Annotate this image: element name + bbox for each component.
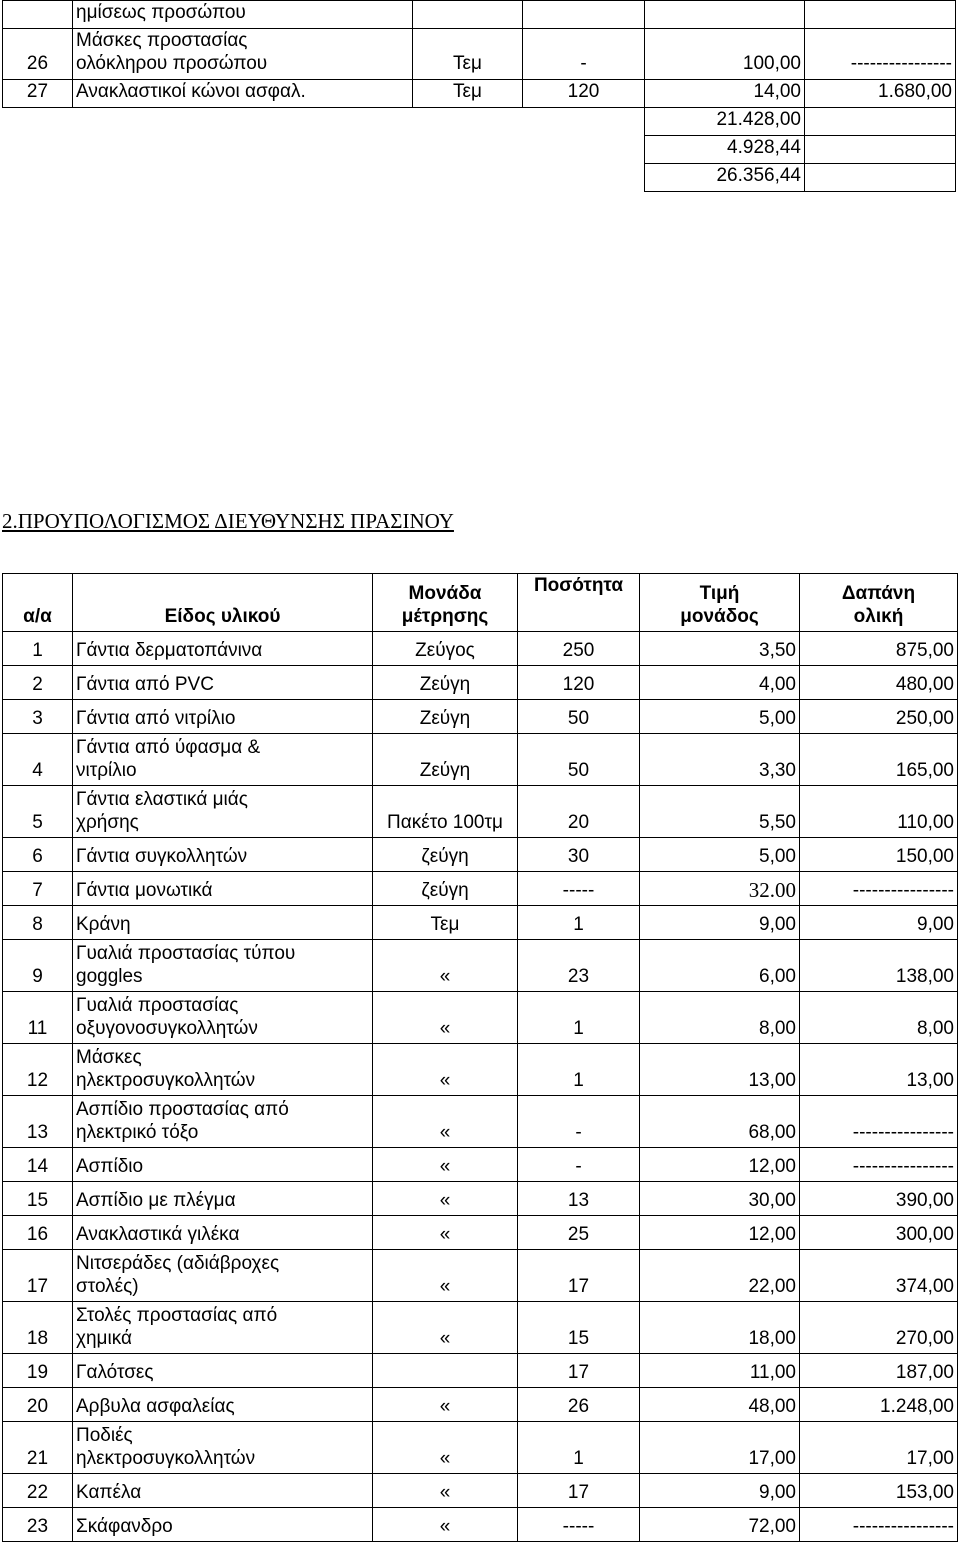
table-row bbox=[3, 1388, 958, 1422]
item-name: Νιτσεράδες (αδιάβροχες στολές) bbox=[73, 1250, 373, 1302]
quantity bbox=[523, 1, 645, 29]
unit-price: 11,00 bbox=[640, 1354, 800, 1388]
unit-price: 18,00 bbox=[640, 1302, 800, 1354]
quantity: 1 bbox=[518, 906, 640, 940]
unit-price: 5,50 bbox=[640, 786, 800, 838]
unit-price bbox=[645, 1, 805, 29]
item-name: ημίσεως προσώπου bbox=[73, 1, 413, 29]
quantity: 17 bbox=[518, 1250, 640, 1302]
total-cost: 875,00 bbox=[800, 632, 958, 666]
previous-budget-body bbox=[3, 1, 956, 192]
table-row bbox=[3, 906, 958, 940]
blank-cell bbox=[3, 108, 645, 136]
table-row bbox=[3, 940, 958, 992]
total-cost: ---------------- bbox=[800, 1096, 958, 1148]
table-row bbox=[3, 1, 956, 29]
unit: ζεύγη bbox=[373, 838, 518, 872]
table-row bbox=[3, 29, 956, 80]
unit-price: 5,00 bbox=[640, 838, 800, 872]
row-number: 20 bbox=[3, 1388, 73, 1422]
table-row bbox=[3, 786, 958, 838]
item-name: Γαλότσες bbox=[73, 1354, 373, 1388]
unit: « bbox=[373, 940, 518, 992]
unit-price: 8,00 bbox=[640, 992, 800, 1044]
row-number bbox=[3, 1, 73, 29]
total-cost: 250,00 bbox=[800, 700, 958, 734]
unit bbox=[413, 1, 523, 29]
total-cost: 1.680,00 bbox=[805, 80, 956, 108]
total-cost: 150,00 bbox=[800, 838, 958, 872]
total-cost: 300,00 bbox=[800, 1216, 958, 1250]
quantity: - bbox=[523, 29, 645, 80]
row-number: 16 bbox=[3, 1216, 73, 1250]
header-unit: Μονάδα μέτρησης bbox=[373, 574, 518, 632]
header-total: Δαπάνη ολική bbox=[800, 574, 958, 632]
summary-amount: 26.356,44 bbox=[645, 164, 805, 192]
item-name: Γυαλιά προστασίας οξυγονοσυγκολλητών bbox=[73, 992, 373, 1044]
quantity: 250 bbox=[518, 632, 640, 666]
row-number: 5 bbox=[3, 786, 73, 838]
row-number: 26 bbox=[3, 29, 73, 80]
row-number: 22 bbox=[3, 1474, 73, 1508]
item-name: Ασπίδιο bbox=[73, 1148, 373, 1182]
unit-price: 12,00 bbox=[640, 1148, 800, 1182]
total-row bbox=[3, 136, 956, 164]
previous-budget-table bbox=[2, 0, 956, 192]
total-row bbox=[3, 108, 956, 136]
quantity: 13 bbox=[518, 1182, 640, 1216]
item-name: Γάντια μονωτικά bbox=[73, 872, 373, 906]
row-number: 12 bbox=[3, 1044, 73, 1096]
row-number: 19 bbox=[3, 1354, 73, 1388]
table-row bbox=[3, 1422, 958, 1474]
total-cost: 165,00 bbox=[800, 734, 958, 786]
unit: Τεμ bbox=[413, 80, 523, 108]
total-row bbox=[3, 164, 956, 192]
row-number: 9 bbox=[3, 940, 73, 992]
table-row bbox=[3, 872, 958, 906]
total-cost: 9,00 bbox=[800, 906, 958, 940]
row-number: 15 bbox=[3, 1182, 73, 1216]
item-name: Ασπίδιο με πλέγμα bbox=[73, 1182, 373, 1216]
table-row bbox=[3, 632, 958, 666]
quantity: 1 bbox=[518, 992, 640, 1044]
total-cost: 1.248,00 bbox=[800, 1388, 958, 1422]
row-number: 2 bbox=[3, 666, 73, 700]
row-number: 21 bbox=[3, 1422, 73, 1474]
unit-price: 3,30 bbox=[640, 734, 800, 786]
quantity: 50 bbox=[518, 734, 640, 786]
unit: « bbox=[373, 1250, 518, 1302]
table-header-row bbox=[3, 574, 958, 632]
unit: « bbox=[373, 1508, 518, 1542]
total-cost: 187,00 bbox=[800, 1354, 958, 1388]
total-cost bbox=[805, 1, 956, 29]
unit-price: 32.00 bbox=[640, 872, 800, 906]
item-name: Γάντια δερματοπάνινα bbox=[73, 632, 373, 666]
item-name: Στολές προστασίας από χημικά bbox=[73, 1302, 373, 1354]
unit bbox=[373, 1354, 518, 1388]
item-name: Σκάφανδρο bbox=[73, 1508, 373, 1542]
row-number: 3 bbox=[3, 700, 73, 734]
blank-cell bbox=[805, 136, 956, 164]
table-row bbox=[3, 1216, 958, 1250]
summary-amount: 4.928,44 bbox=[645, 136, 805, 164]
unit-price: 4,00 bbox=[640, 666, 800, 700]
table-row bbox=[3, 666, 958, 700]
total-cost: 17,00 bbox=[800, 1422, 958, 1474]
item-name: Κράνη bbox=[73, 906, 373, 940]
total-cost: 390,00 bbox=[800, 1182, 958, 1216]
budget-table-body bbox=[3, 632, 958, 1542]
row-number: 7 bbox=[3, 872, 73, 906]
total-cost: ---------------- bbox=[805, 29, 956, 80]
unit-price: 30,00 bbox=[640, 1182, 800, 1216]
row-number: 23 bbox=[3, 1508, 73, 1542]
unit: Ζεύγη bbox=[373, 666, 518, 700]
unit: Ζεύγη bbox=[373, 734, 518, 786]
total-cost: ---------------- bbox=[800, 1508, 958, 1542]
quantity: 25 bbox=[518, 1216, 640, 1250]
unit: Τεμ bbox=[413, 29, 523, 80]
row-number: 11 bbox=[3, 992, 73, 1044]
quantity: ----- bbox=[518, 1508, 640, 1542]
unit: « bbox=[373, 1216, 518, 1250]
unit: « bbox=[373, 1096, 518, 1148]
total-cost: 374,00 bbox=[800, 1250, 958, 1302]
item-name: Γυαλιά προστασίας τύπου goggles bbox=[73, 940, 373, 992]
unit-price: 72,00 bbox=[640, 1508, 800, 1542]
unit-price: 14,00 bbox=[645, 80, 805, 108]
table-row bbox=[3, 80, 956, 108]
total-cost: 270,00 bbox=[800, 1302, 958, 1354]
quantity: 26 bbox=[518, 1388, 640, 1422]
table-row bbox=[3, 1044, 958, 1096]
unit-price: 17,00 bbox=[640, 1422, 800, 1474]
total-cost: ---------------- bbox=[800, 872, 958, 906]
total-cost: 480,00 bbox=[800, 666, 958, 700]
row-number: 8 bbox=[3, 906, 73, 940]
item-name: Ανακλαστικά γιλέκα bbox=[73, 1216, 373, 1250]
table-row bbox=[3, 1096, 958, 1148]
quantity: 120 bbox=[518, 666, 640, 700]
budget-section-title: 2.ΠΡΟΥΠΟΛΟΓΙΣΜΟΣ ΔΙΕΥΘΥΝΣΗΣ ΠΡΑΣΙΝΟΥ bbox=[2, 509, 454, 533]
row-number: 13 bbox=[3, 1096, 73, 1148]
table-row bbox=[3, 992, 958, 1044]
item-name: Μάσκες προστασίας ολόκληρου προσώπου bbox=[73, 29, 413, 80]
unit-price: 100,00 bbox=[645, 29, 805, 80]
quantity: 1 bbox=[518, 1044, 640, 1096]
blank-cell bbox=[3, 164, 645, 192]
header-qty: Ποσότητα bbox=[518, 574, 640, 632]
unit: « bbox=[373, 992, 518, 1044]
item-name: Ανακλαστικοί κώνοι ασφαλ. bbox=[73, 80, 413, 108]
budget-table bbox=[2, 573, 958, 1542]
item-name: Γάντια από ύφασμα & νιτρίλιο bbox=[73, 734, 373, 786]
item-name: Ποδιές ηλεκτροσυγκολλητών bbox=[73, 1422, 373, 1474]
unit-price: 3,50 bbox=[640, 632, 800, 666]
table-row bbox=[3, 734, 958, 786]
quantity: 30 bbox=[518, 838, 640, 872]
blank-cell bbox=[805, 108, 956, 136]
quantity: 1 bbox=[518, 1422, 640, 1474]
header-price: Τιμή μονάδος bbox=[640, 574, 800, 632]
header-item: Είδος υλικού bbox=[73, 574, 373, 632]
table-row bbox=[3, 838, 958, 872]
table-row bbox=[3, 1508, 958, 1542]
table-row bbox=[3, 1250, 958, 1302]
quantity: 17 bbox=[518, 1474, 640, 1508]
unit: « bbox=[373, 1388, 518, 1422]
unit-price: 22,00 bbox=[640, 1250, 800, 1302]
total-cost: 8,00 bbox=[800, 992, 958, 1044]
row-number: 14 bbox=[3, 1148, 73, 1182]
unit: Ζεύγος bbox=[373, 632, 518, 666]
row-number: 27 bbox=[3, 80, 73, 108]
table-row bbox=[3, 1302, 958, 1354]
row-number: 6 bbox=[3, 838, 73, 872]
unit: « bbox=[373, 1148, 518, 1182]
table-row bbox=[3, 700, 958, 734]
row-number: 4 bbox=[3, 734, 73, 786]
unit: « bbox=[373, 1182, 518, 1216]
unit: Ζεύγη bbox=[373, 700, 518, 734]
table-row bbox=[3, 1354, 958, 1388]
item-name: Καπέλα bbox=[73, 1474, 373, 1508]
item-name: Γάντια από PVC bbox=[73, 666, 373, 700]
unit: « bbox=[373, 1422, 518, 1474]
total-cost: 110,00 bbox=[800, 786, 958, 838]
unit-price: 12,00 bbox=[640, 1216, 800, 1250]
total-cost: 13,00 bbox=[800, 1044, 958, 1096]
unit: Τεμ bbox=[373, 906, 518, 940]
summary-amount: 21.428,00 bbox=[645, 108, 805, 136]
table-row bbox=[3, 1182, 958, 1216]
unit-price: 6,00 bbox=[640, 940, 800, 992]
unit: Πακέτο 100τμ bbox=[373, 786, 518, 838]
blank-cell bbox=[3, 136, 645, 164]
quantity: - bbox=[518, 1148, 640, 1182]
total-cost: 138,00 bbox=[800, 940, 958, 992]
item-name: Μάσκες ηλεκτροσυγκολλητών bbox=[73, 1044, 373, 1096]
row-number: 17 bbox=[3, 1250, 73, 1302]
table-row bbox=[3, 1148, 958, 1182]
unit-price: 9,00 bbox=[640, 906, 800, 940]
unit-price: 48,00 bbox=[640, 1388, 800, 1422]
item-name: Αρβυλα ασφαλείας bbox=[73, 1388, 373, 1422]
unit: « bbox=[373, 1302, 518, 1354]
quantity: 17 bbox=[518, 1354, 640, 1388]
quantity: 120 bbox=[523, 80, 645, 108]
item-name: Ασπίδιο προστασίας από ηλεκτρικό τόξο bbox=[73, 1096, 373, 1148]
blank-cell bbox=[805, 164, 956, 192]
quantity: 15 bbox=[518, 1302, 640, 1354]
row-number: 18 bbox=[3, 1302, 73, 1354]
item-name: Γάντια συγκολλητών bbox=[73, 838, 373, 872]
row-number: 1 bbox=[3, 632, 73, 666]
unit-price: 13,00 bbox=[640, 1044, 800, 1096]
quantity: - bbox=[518, 1096, 640, 1148]
quantity: 23 bbox=[518, 940, 640, 992]
unit-price: 68,00 bbox=[640, 1096, 800, 1148]
unit-price: 5,00 bbox=[640, 700, 800, 734]
unit-price: 9,00 bbox=[640, 1474, 800, 1508]
unit: ζεύγη bbox=[373, 872, 518, 906]
unit: « bbox=[373, 1474, 518, 1508]
item-name: Γάντια από νιτρίλιο bbox=[73, 700, 373, 734]
quantity: ----- bbox=[518, 872, 640, 906]
quantity: 50 bbox=[518, 700, 640, 734]
quantity: 20 bbox=[518, 786, 640, 838]
unit: « bbox=[373, 1044, 518, 1096]
item-name: Γάντια ελαστικά μιάς χρήσης bbox=[73, 786, 373, 838]
total-cost: ---------------- bbox=[800, 1148, 958, 1182]
total-cost: 153,00 bbox=[800, 1474, 958, 1508]
header-no: α/α bbox=[3, 574, 73, 632]
table-row bbox=[3, 1474, 958, 1508]
